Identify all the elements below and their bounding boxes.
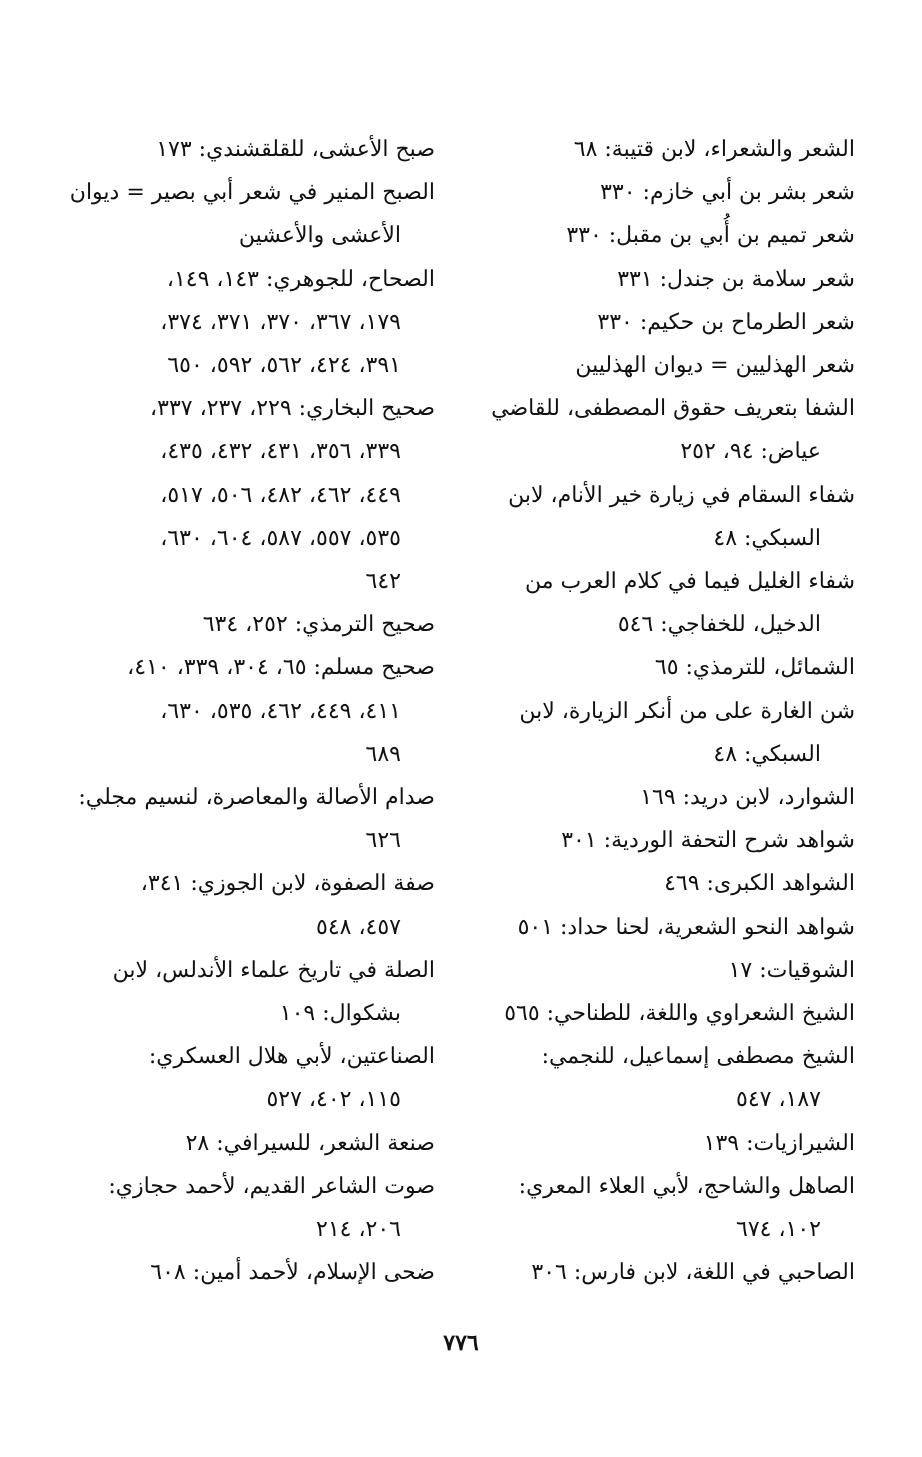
index-entry [60,1251,435,1294]
entry-continuation-line: عياض: ٩٤، ٢٥٢ [680,439,821,465]
entry-title-line: الصلة في تاريخ علماء الأندلس، لابن [112,957,435,983]
entry-title-line: الصناعتين، لأبي هلال العسكري: [148,1044,435,1070]
entry-title-line: الشعر والشعراء، لابن قتيبة: ٦٨ [573,137,855,162]
entry-title-line: الشيرازيات: ١٣٩ [703,1130,855,1156]
index-entry [480,171,855,214]
entry-title-line: الشوارد، لابن دريد: ١٦٩ [640,785,855,811]
entry-continuation-line: ١٨٧، ٥٤٧ [736,1087,821,1113]
entry-title-line: صحيح مسلم: ٦٥، ٣٠٤، ٣٣٩، ٤١٠، [127,655,435,681]
entry-continuation-line: ١١٥، ٤٠٢، ٥٢٧ [266,1087,401,1113]
index-entry [480,992,855,1035]
entry-title-line: صدام الأصالة والمعاصرة، لنسيم مجلي: [78,785,435,811]
page-number: ٧٧٦ [443,1330,479,1356]
entry-title-line: شفاء السقام في زيارة خير الأنام، لابن [508,482,855,508]
entry-continuation-line: ٤٥٧، ٥٤٨ [316,914,401,940]
entry-title-line: شفاء الغليل فيما في كلام العرب من [524,569,855,595]
index-entry [480,646,855,689]
entry-continuation-line: الدخيل، للخفاجي: ٥٤٦ [617,612,821,638]
entry-title-line: الشيخ مصطفى إسماعيل، للنجمي: [541,1044,855,1070]
entry-continuation-line: ١٠٢، ٦٧٤ [736,1217,821,1243]
index-entry [60,171,435,257]
entry-continuation-line: بشكوال: ١٠٩ [279,1001,401,1027]
index-column-right [480,128,855,1294]
index-entry [60,1165,435,1251]
entry-continuation-line: ٦٢٦ [365,828,401,854]
entry-continuation-line: ٦٨٩ [365,741,401,767]
entry-continuation-line: ١٧٩، ٣٦٧، ٣٧٠، ٣٧١، ٣٧٤، [160,309,401,335]
index-entry [60,1122,435,1165]
entry-continuation-line: السبكي: ٤٨ [713,525,821,551]
index-entry [60,128,435,171]
index-entry [480,776,855,819]
index-entry [480,214,855,257]
entry-title-line: الشفا بتعريف حقوق المصطفى، للقاضي [491,396,855,422]
index-entry [480,819,855,862]
entry-continuation-line: ٦٤٢ [365,569,401,595]
entry-title-line: شواهد شرح التحفة الوردية: ٣٠١ [561,828,855,854]
entry-continuation-line: ٥٣٥، ٥٥٧، ٥٨٧، ٦٠٤، ٦٣٠، [160,525,401,551]
entry-continuation-line: ٢٠٦، ٢١٤ [316,1217,401,1243]
index-entry [480,344,855,387]
entry-title-line: الصاحبي في اللغة، لابن فارس: ٣٠٦ [531,1260,855,1286]
entry-title-line: شعر الطرماح بن حكيم: ٣٣٠ [597,309,855,335]
index-entry [480,1251,855,1294]
index-entry [480,301,855,344]
entry-title-line: شعر تميم بن أُبي بن مقبل: ٣٣٠ [566,223,855,249]
entry-title-line: ضحى الإسلام، لأحمد أمين: ٦٠٨ [150,1260,435,1286]
entry-continuation-line: ٤٤٩، ٤٦٢، ٤٨٢، ٥٠٦، ٥١٧، [160,482,401,508]
index-entry [480,1122,855,1165]
entry-title-line: صحيح الترمذي: ٢٥٢، ٦٣٤ [202,612,435,638]
entry-title-line: الشوقيات: ١٧ [728,957,855,983]
index-entry [60,862,435,948]
index-entry [480,862,855,905]
entry-continuation-line: ٤١١، ٤٤٩، ٤٦٢، ٥٣٥، ٦٣٠، [160,698,401,724]
entry-title-line: شواهد النحو الشعرية، لحنا حداد: ٥٠١ [517,914,855,940]
entry-continuation-line: ٣٣٩، ٣٥٦، ٤٣١، ٤٣٢، ٤٣٥، [160,439,401,465]
entry-title-line: شعر بشر بن أبي خازم: ٣٣٠ [600,180,855,206]
entry-title-line: الصبح المنير في شعر أبي بصير = ديوان [69,180,435,206]
index-entry [60,387,435,603]
index-entry [480,474,855,560]
entry-title-line: الشيخ الشعراوي واللغة، للطناحي: ٥٦٥ [504,1001,855,1027]
index-entry [480,949,855,992]
entry-title-line: شن الغارة على من أنكر الزيارة، لابن [519,698,855,724]
entry-title-line: شعر سلامة بن جندل: ٣٣١ [617,266,855,292]
entry-title-line: صوت الشاعر القديم، لأحمد حجازي: [108,1173,435,1199]
index-entry [480,128,855,171]
entry-title-line: صحيح البخاري: ٢٢٩، ٢٣٧، ٣٣٧، [150,396,435,422]
index-entry [480,387,855,473]
entry-continuation-line: السبكي: ٤٨ [713,741,821,767]
index-entry [60,646,435,776]
index-entry [480,906,855,949]
index-entry [480,1165,855,1251]
index-entry [480,560,855,646]
index-entry [480,1035,855,1121]
entry-title-line: الصحاح، للجوهري: ١٤٣، ١٤٩، [166,266,435,292]
entry-title-line: الصاهل والشاحج، لأبي العلاء المعري: [518,1173,855,1199]
entry-title-line: الشواهد الكبرى: ٤٦٩ [664,871,855,897]
index-column-left [60,128,435,1294]
entry-title-line: صبح الأعشى، للقلقشندي: ١٧٣ [156,137,435,162]
index-entry [60,776,435,862]
entry-title-line: صفة الصفوة، لابن الجوزي: ٣٤١، [140,871,435,897]
index-entry [480,258,855,301]
index-entry [60,258,435,388]
entry-title-line: شعر الهذليين = ديوان الهذليين [575,353,855,379]
entry-title-line: الشمائل، للترمذي: ٦٥ [654,655,855,681]
entry-title-line: صنعة الشعر، للسيرافي: ٢٨ [185,1130,435,1156]
index-entry [480,690,855,776]
entry-continuation-line: ٣٩١، ٤٢٤، ٥٦٢، ٥٩٢، ٦٥٠ [167,353,401,379]
index-entry [60,603,435,646]
index-entry [60,1035,435,1121]
index-entry [60,949,435,1035]
entry-continuation-line: الأعشى والأعشين [238,223,401,249]
